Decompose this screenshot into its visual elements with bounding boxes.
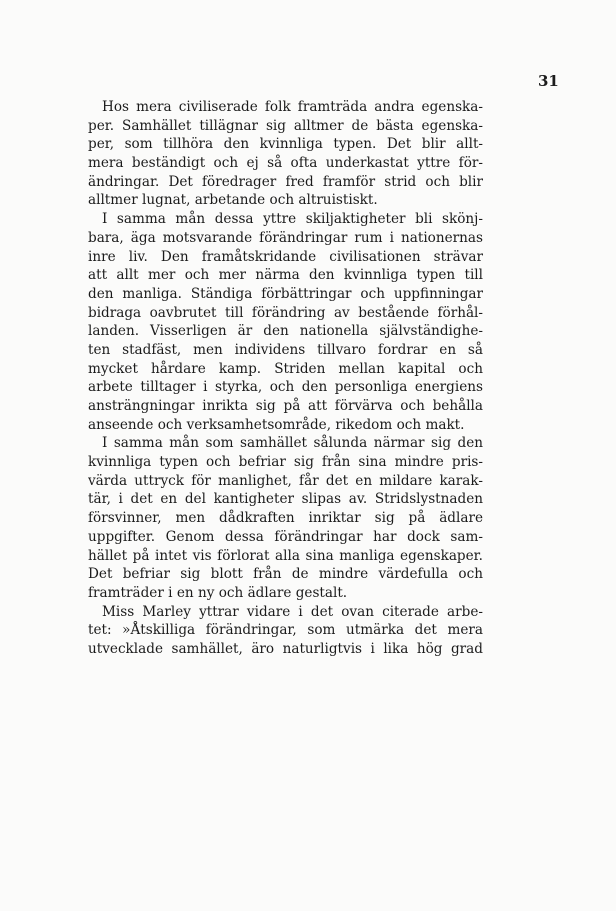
text-line: Det befriar sig blott från de mindre värdefulla och xyxy=(88,566,483,583)
text-line: ändringar. Det föredrager fred framför strid och blir xyxy=(88,173,483,190)
text-line: den manliga. Ständiga förbättringar och uppfinningar xyxy=(88,285,483,302)
text-line: tär, i det en del kantigheter slipas av. Stridslystnaden xyxy=(88,491,483,508)
text-line: ansträngningar inrikta sig på att förvärva och behålla xyxy=(88,398,483,414)
text-line: hället på intet vis förlorat alla sina manliga egenskaper. xyxy=(88,547,483,564)
text-line: per. Samhället tillägnar sig alltmer de bästa egenska- xyxy=(88,117,483,134)
text-line: arbete tilltager i styrka, och den personliga energiens xyxy=(88,379,483,396)
text-line: alltmer lugnat, arbetande och altruistiskt. xyxy=(88,192,378,209)
text-line: bidraga oavbrutet till förändring av bestående förhål- xyxy=(88,304,483,321)
text-line: Miss Marley yttrar vidare i det ovan citerade arbe- xyxy=(102,603,483,620)
text-line: Hos mera civiliserade folk framträda andra egenska- xyxy=(102,99,483,115)
text-line: utvecklade samhället, äro naturligtvis i lika hög grad xyxy=(88,640,483,657)
text-line: I samma mån dessa yttre skiljaktigheter bli skönj- xyxy=(102,211,483,228)
text-line: landen. Visserligen är den nationella självständighe- xyxy=(88,323,483,340)
text-line: försvinner, men dådkraften inriktar sig på ädlare xyxy=(88,510,483,527)
text-line: framträder i en ny och ädlare gestalt. xyxy=(88,584,348,601)
text-line: värda uttryck för manlighet, får det en mildare karak- xyxy=(88,472,483,489)
text-line: I samma mån som samhället sålunda närmar sig den xyxy=(102,435,483,452)
text-line: mera beständigt och ej så ofta underkastat yttre för- xyxy=(88,155,483,172)
text-line: ten stadfäst, men individens tillvaro fordrar en så xyxy=(88,341,483,358)
text-line: per, som tillhöra den kvinnliga typen. Det blir allt- xyxy=(88,136,483,153)
text-line: bara, äga motsvarande förändringar rum i nationernas xyxy=(88,229,483,246)
text-line: inre liv. Den framåtskridande civilisationen strävar xyxy=(88,248,483,265)
text-line: tet: »Åtskilliga förändringar, som utmärka det mera xyxy=(88,622,483,639)
text-line: mycket hårdare kamp. Striden mellan kapital och xyxy=(88,360,483,377)
page-number: 31 xyxy=(538,72,559,90)
body-text xyxy=(88,98,483,659)
text-line: anseende och verksamhetsområde, rikedom och makt. xyxy=(88,416,465,433)
text-line: att allt mer och mer närma den kvinnliga typen till xyxy=(88,267,483,284)
text-line: uppgifter. Genom dessa förändringar har dock sam- xyxy=(88,528,483,545)
text-line: kvinnliga typen och befriar sig från sina mindre pris- xyxy=(88,454,483,471)
